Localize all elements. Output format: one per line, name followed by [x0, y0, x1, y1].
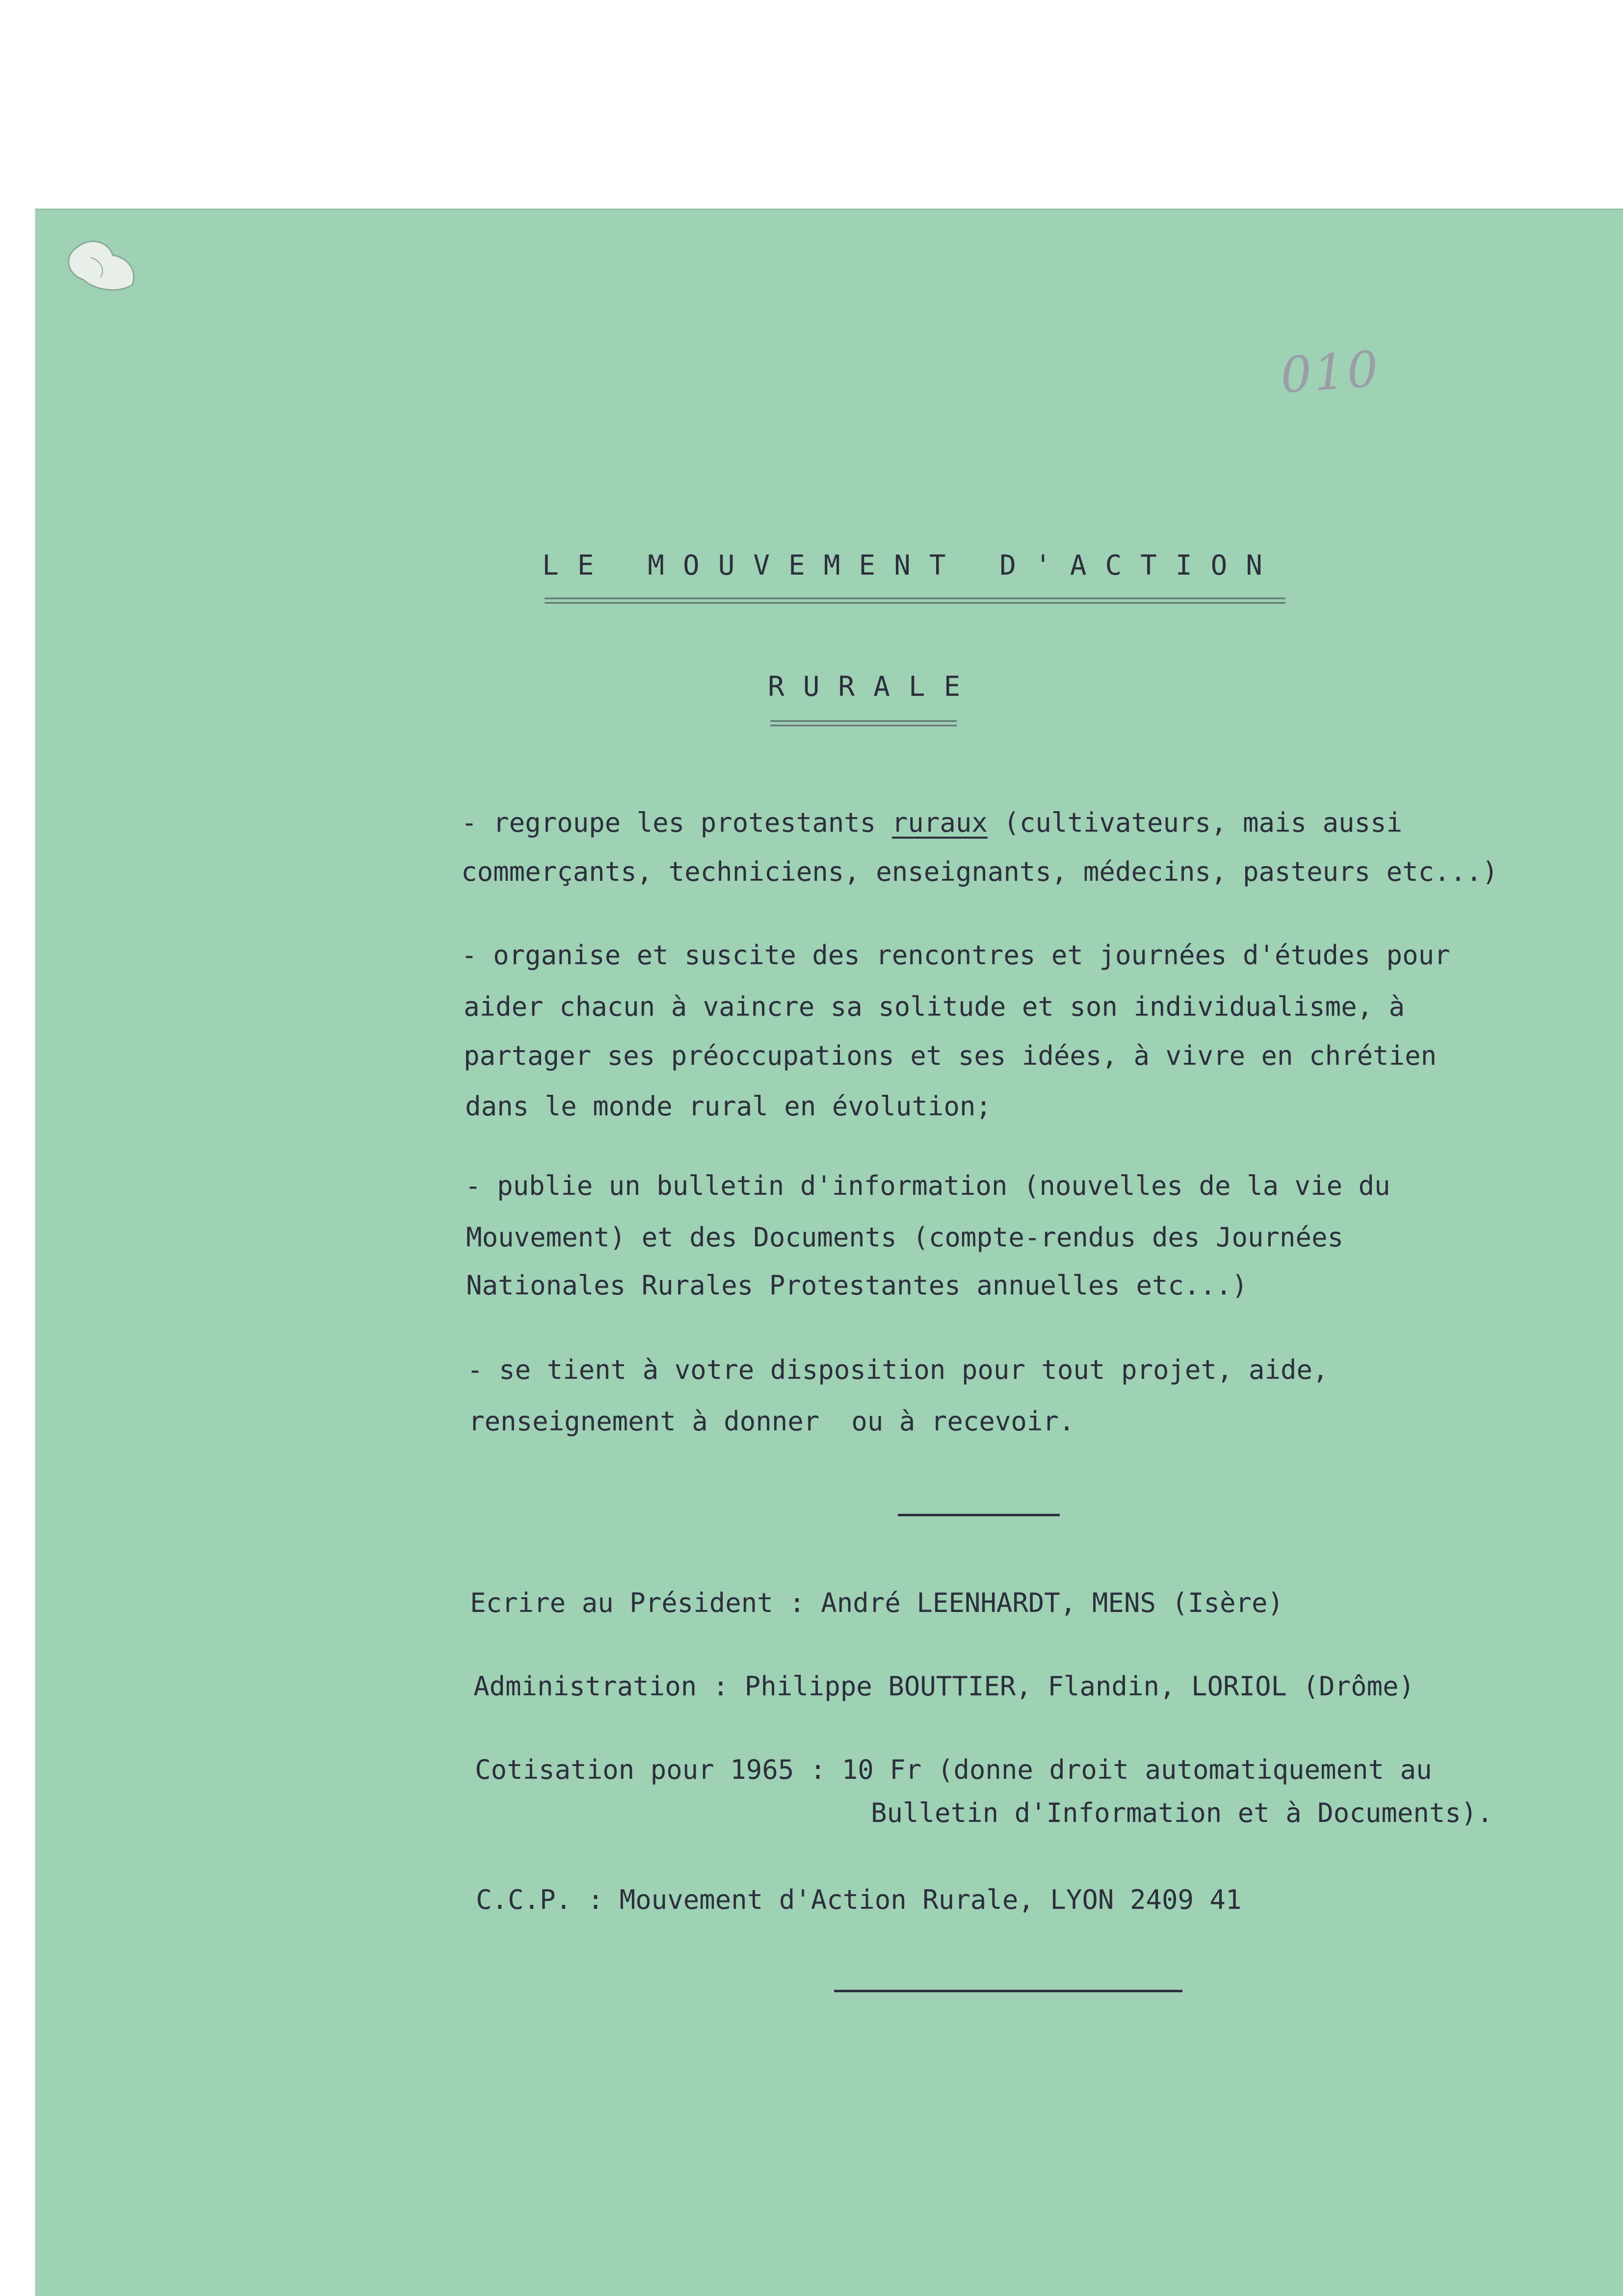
item-2-line-4: dans le monde rural en évolution; [465, 1091, 992, 1122]
torn-corner-mark [54, 231, 152, 304]
handwritten-page-number: 010 [1279, 340, 1382, 404]
item-3-line-2: Mouvement) et des Documents (compte-rendus des Journées [466, 1222, 1344, 1253]
title-double-underline-1 [545, 598, 1285, 604]
bottom-rule [834, 1990, 1182, 1992]
item-4-line-2: renseignement à donner ou à recevoir. [469, 1406, 1075, 1437]
item-1-line-1 [461, 807, 1403, 838]
item-2-line-1: - organise et suscite des rencontres et journées d'études pour [461, 940, 1450, 971]
title-line-1: LE MOUVEMENT D'ACTION [542, 550, 1282, 581]
item-1-emphasis: ruraux [891, 807, 988, 838]
item-4-line-1: - se tient à votre disposition pour tout projet, aide, [467, 1354, 1329, 1385]
title-line-2: RURALE [768, 671, 979, 703]
item-3-line-1: - publie un bulletin d'information (nouvelles de la vie du [465, 1170, 1390, 1201]
title-double-underline-2 [770, 720, 957, 726]
item-2-line-3: partager ses préoccupations et ses idées, à vivre en chrétien [464, 1040, 1437, 1071]
item-1-line-1-pre: - regroupe les protestants [461, 807, 892, 838]
contact-president: Ecrire au Président : André LEENHARDT, MENS (Isère) [470, 1587, 1284, 1618]
item-3-line-3: Nationales Rurales Protestantes annuelles etc...) [466, 1270, 1248, 1301]
item-2-line-2: aider chacun à vaincre sa solitude et son individualisme, à [464, 991, 1405, 1022]
contact-cotisation-line-2: Bulletin d'Information et à Documents). [871, 1797, 1493, 1828]
contact-ccp: C.C.P. : Mouvement d'Action Rurale, LYON 2409 41 [476, 1884, 1242, 1915]
contact-cotisation-line-1: Cotisation pour 1965 : 10 Fr (donne droit automatiquement au [475, 1754, 1432, 1785]
item-1-line-1-post: (cultivateurs, mais aussi [987, 807, 1403, 838]
contact-administration: Administration : Philippe BOUTTIER, Flandin, LORIOL (Drôme) [473, 1671, 1415, 1702]
item-1-line-2: commerçants, techniciens, enseignants, médecins, pasteurs etc...) [461, 856, 1498, 887]
separator-rule [898, 1514, 1060, 1516]
